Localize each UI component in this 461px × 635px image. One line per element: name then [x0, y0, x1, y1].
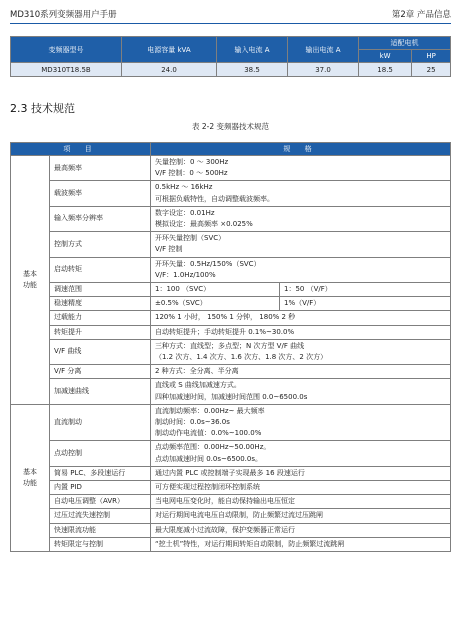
cell-power: 24.0: [122, 63, 217, 77]
header-rule: [10, 23, 451, 24]
table-row: [11, 441, 451, 466]
table-row: [11, 297, 451, 311]
table-row: [11, 365, 451, 379]
col-item: 项 目: [11, 143, 151, 156]
spec-item: V/F 曲线: [50, 339, 151, 364]
spec-item: 自动电压调整（AVR）: [50, 495, 151, 509]
table-row: [11, 232, 451, 257]
spec-item: 简易 PLC、多段速运行: [50, 466, 151, 480]
spec-item: 加减速曲线: [50, 379, 151, 404]
col-hp: HP: [412, 50, 451, 63]
spec-value: 自动转矩提升；手动转矩提升 0.1%~30.0%: [151, 325, 451, 339]
tech-spec-table: [10, 142, 451, 552]
table-caption: 表 2-2 变频器技术规范: [191, 122, 270, 131]
cell-input-current: 38.5: [217, 63, 288, 77]
spec-item: 过载能力: [50, 311, 151, 325]
section-title: 2.3 技术规范: [10, 102, 75, 115]
table-row: [11, 311, 451, 325]
page-header: [10, 6, 451, 22]
spec-item: 直流制动: [50, 404, 151, 441]
spec-item: V/F 分离: [50, 365, 151, 379]
table-row: [11, 404, 451, 441]
spec-value: 1%（V/F）: [280, 297, 451, 311]
table-row: [11, 181, 451, 206]
spec-item: 内置 PID: [50, 481, 151, 495]
spec-item: 载波频率: [50, 181, 151, 206]
col-output-current: 输出电流 A: [288, 37, 359, 63]
spec-value: 通过内置 PLC 或控制端子实现最多 16 段速运行: [151, 466, 451, 480]
spec-item: 调速范围: [50, 283, 151, 297]
spec-value: 0.5kHz ～ 16kHz 可根据负载特性，自动调整载波频率。: [151, 181, 451, 206]
col-model: 变频器型号: [11, 37, 122, 63]
cell-hp: 25: [412, 63, 451, 77]
table-row: [11, 283, 451, 297]
spec-item: 输入频率分辨率: [50, 206, 151, 231]
table-row: [11, 339, 451, 364]
col-spec: 规 格: [151, 143, 451, 156]
spec-item: 控制方式: [50, 232, 151, 257]
spec-value: 直流制动频率：0.00Hz~ 最大频率 制动时间：0.0s~36.0s 制动动作电流值：0.0%~100.0%: [151, 404, 451, 441]
category-label: 基本 功能: [11, 404, 50, 551]
spec-value: “挖土机”特性，对运行期间转矩自动限制，防止频繁过流跳闸: [151, 537, 451, 551]
table-row: [11, 206, 451, 231]
table-row: [11, 156, 451, 181]
table-row: [11, 379, 451, 404]
table-row: [11, 481, 451, 495]
spec-item: 启动转矩: [50, 257, 151, 282]
spec-value: 120% 1 小时， 150% 1 分钟， 180% 2 秒: [151, 311, 451, 325]
spec-item: 转矩提升: [50, 325, 151, 339]
col-input-current: 输入电流 A: [217, 37, 288, 63]
spec-item: 转矩限定与控制: [50, 537, 151, 551]
spec-item: 稳速精度: [50, 297, 151, 311]
model-spec-table: [10, 36, 451, 77]
col-power: 电源容量 kVA: [122, 37, 217, 63]
col-motor: 适配电机: [359, 37, 451, 50]
spec-value: 2 种方式：全分离、半分离: [151, 365, 451, 379]
cell-kw: 18.5: [359, 63, 412, 77]
spec-value: 开环矢量：0.5Hz/150%（SVC） V/F：1.0Hz/100%: [151, 257, 451, 282]
col-kw: kW: [359, 50, 412, 63]
spec-value: 1：100 （SVC）: [151, 283, 280, 297]
spec-item: 过压过流失速控制: [50, 509, 151, 523]
table-row: [11, 466, 451, 480]
spec-value: ±0.5%（SVC）: [151, 297, 280, 311]
spec-value: 开环矢量控制（SVC） V/F 控制: [151, 232, 451, 257]
spec-item: 最高频率: [50, 156, 151, 181]
category-label: 基本 功能: [11, 156, 50, 405]
table-row: [11, 63, 451, 77]
spec-value: 点动频率范围：0.00Hz~50.00Hz。 点动加减速时间 0.0s~6500.0s。: [151, 441, 451, 466]
spec-value: 最大限度减小过流故障，保护变频器正常运行: [151, 523, 451, 537]
spec-value: 可方便实现过程控制闭环控制系统: [151, 481, 451, 495]
table-row: [11, 509, 451, 523]
spec-value: 数字设定：0.01Hz 模拟设定：最高频率 ×0.025%: [151, 206, 451, 231]
table-row: [11, 257, 451, 282]
spec-value: 对运行期间电流电压自动限制，防止频繁过流过压跳闸: [151, 509, 451, 523]
spec-value: 三种方式：直线型；多点型；N 次方型 V/F 曲线 （1.2 次方、1.4 次方、1.6 次方、1.8 次方、2 次方）: [151, 339, 451, 364]
manual-title: MD310系列变频器用户手册: [10, 10, 117, 20]
table-row: [11, 523, 451, 537]
spec-value: 1：50 （V/F）: [280, 283, 451, 297]
spec-item: 点动控制: [50, 441, 151, 466]
chapter-title: 第2章 产品信息: [391, 10, 451, 20]
spec-value: 矢量控制：0 ～ 300Hz V/F 控制：0 ～ 500Hz: [151, 156, 451, 181]
cell-output-current: 37.0: [288, 63, 359, 77]
table-row: [11, 537, 451, 551]
table-row: [11, 495, 451, 509]
table-row: [11, 325, 451, 339]
cell-model: MD310T18.5B: [11, 63, 122, 77]
spec-item: 快速限流功能: [50, 523, 151, 537]
spec-value: 当电网电压变化时，能自动保持输出电压恒定: [151, 495, 451, 509]
spec-value: 直线或 S 曲线加减速方式。 四种加减速时间，加减速时间范围 0.0~6500.0s: [151, 379, 451, 404]
